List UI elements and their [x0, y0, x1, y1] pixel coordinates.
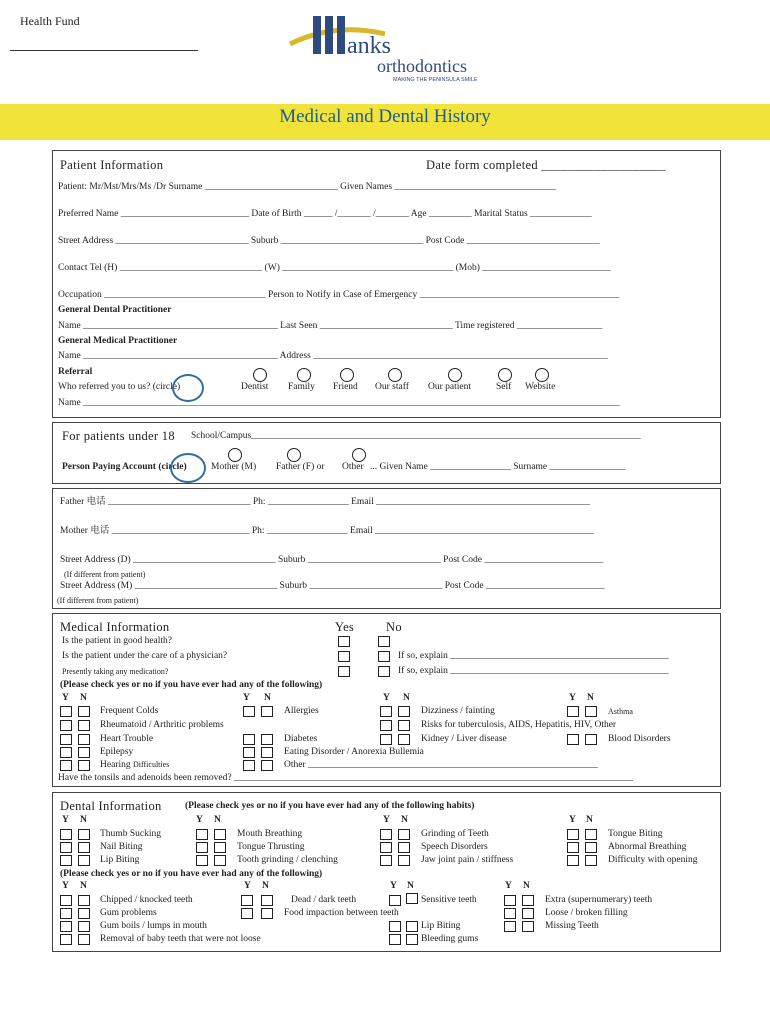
- habit-no-checkbox[interactable]: [585, 855, 597, 866]
- problem-yes-checkbox[interactable]: [504, 921, 516, 932]
- street-address-m-row[interactable]: Street Address (M) ______________________________ Suburb ____________________________ Post Code _________________________: [60, 581, 605, 591]
- yn-header-n: N: [80, 881, 87, 891]
- hanks-orthodontics-logo: [285, 14, 500, 84]
- yn-header-n: N: [214, 815, 221, 825]
- problem-chipped-teeth: Chipped / knocked teeth: [100, 895, 193, 905]
- yn-header-n: N: [262, 881, 269, 891]
- yn-header-y: Y: [196, 815, 203, 825]
- condition-kidney-liver: Kidney / Liver disease: [421, 734, 507, 744]
- referral-option-staff: Our staff: [375, 382, 409, 392]
- condition-yes-checkbox[interactable]: [380, 734, 392, 745]
- problem-yes-checkbox[interactable]: [504, 895, 516, 906]
- habit-grinding-teeth: Grinding of Teeth: [421, 829, 489, 839]
- habit-yes-checkbox[interactable]: [196, 829, 208, 840]
- yn-header-y: Y: [62, 881, 69, 891]
- q-good-health: Is the patient in good health?: [62, 636, 173, 646]
- tonsils-row[interactable]: Have the tonsils and adenoids been removed? ____________________________________________________________________________________: [58, 773, 633, 783]
- street-address-row[interactable]: Street Address ____________________________ Suburb ______________________________ Post Code ____________________________: [58, 236, 600, 246]
- q-medication: Presently taking any medication?: [62, 667, 169, 676]
- condition-allergies: Allergies: [284, 706, 319, 716]
- habit-tooth-grinding: Tooth grinding / clenching: [237, 855, 338, 865]
- problem-extra-teeth: Extra (supernumerary) teeth: [545, 895, 653, 905]
- condition-other-field[interactable]: Other _____________________________________________________________: [284, 760, 598, 770]
- school-campus-field[interactable]: School/Campus__________________________________________________________________________________: [191, 431, 641, 441]
- page-title: Medical and Dental History: [279, 106, 491, 127]
- condition-dizziness: Dizziness / fainting: [421, 706, 495, 716]
- condition-tb-risks: Risks for tuberculosis, AIDS, Hepatitis, HIV, Other: [421, 720, 617, 730]
- problem-lip-biting: Lip Biting: [421, 921, 461, 931]
- payer-mother-radio[interactable]: [228, 448, 242, 462]
- health-fund-input-line[interactable]: [10, 50, 198, 51]
- condition-yes-checkbox[interactable]: [243, 706, 255, 717]
- habit-no-checkbox[interactable]: [398, 829, 410, 840]
- habit-no-checkbox[interactable]: [214, 855, 226, 866]
- dental-heading: Dental Information: [60, 799, 162, 813]
- q-physician: Is the patient under the care of a physician?: [62, 651, 228, 661]
- circle-annotation-payer: [170, 453, 206, 483]
- habit-no-checkbox[interactable]: [78, 829, 90, 840]
- condition-yes-checkbox[interactable]: [60, 706, 72, 717]
- condition-no-checkbox[interactable]: [398, 734, 410, 745]
- physician-explain-field[interactable]: If so, explain ______________________________________________: [398, 651, 669, 661]
- yn-header-y: Y: [62, 815, 69, 825]
- problem-yes-checkbox[interactable]: [389, 934, 401, 945]
- habit-yes-checkbox[interactable]: [60, 855, 72, 866]
- different-note-d: (If different from patient): [64, 570, 146, 579]
- yn-header-y: Y: [244, 881, 251, 891]
- payer-father-radio[interactable]: [287, 448, 301, 462]
- yes-header: Yes: [335, 620, 355, 634]
- habit-yes-checkbox[interactable]: [380, 842, 392, 853]
- habit-no-checkbox[interactable]: [585, 829, 597, 840]
- habit-yes-checkbox[interactable]: [196, 855, 208, 866]
- problem-yes-checkbox[interactable]: [60, 921, 72, 932]
- contact-tel-row[interactable]: Contact Tel (H) ______________________________ (W) ____________________________________ (Mob) ___________________________: [58, 263, 611, 273]
- referral-name-row[interactable]: Name _________________________________________________________________________________________________________________: [58, 398, 620, 408]
- referral-website-radio[interactable]: [535, 368, 549, 382]
- referral-family-radio[interactable]: [297, 368, 311, 382]
- father-row[interactable]: Father 电话 ______________________________ Ph: _________________ Email _____________________________________________: [60, 497, 590, 507]
- condition-no-checkbox[interactable]: [398, 706, 410, 717]
- condition-no-checkbox[interactable]: [78, 720, 90, 731]
- condition-no-checkbox[interactable]: [585, 734, 597, 745]
- habit-abnormal-breathing: Abnormal Breathing: [608, 842, 687, 852]
- condition-no-checkbox[interactable]: [261, 747, 273, 758]
- health-fund-label: Health Fund: [20, 14, 80, 28]
- condition-yes-checkbox[interactable]: [60, 720, 72, 731]
- mother-row[interactable]: Mother 电话 _____________________________ Ph: _________________ Email ______________________________________________: [60, 526, 594, 536]
- problem-no-checkbox[interactable]: [78, 921, 90, 932]
- habit-jaw-pain: Jaw joint pain / stiffness: [421, 855, 514, 865]
- condition-no-checkbox[interactable]: [261, 760, 273, 771]
- habit-mouth-breathing: Mouth Breathing: [237, 829, 303, 839]
- payer-label: Person Paying Account (circle): [62, 462, 187, 472]
- yn-header-n: N: [401, 815, 408, 825]
- condition-yes-checkbox[interactable]: [243, 734, 255, 745]
- referral-prompt: Who referred you to us? (circle): [58, 382, 181, 392]
- condition-yes-checkbox[interactable]: [567, 734, 579, 745]
- problem-sensitive-teeth: Sensitive teeth: [421, 895, 477, 905]
- problem-no-checkbox[interactable]: [261, 895, 273, 906]
- problem-no-checkbox[interactable]: [522, 895, 534, 906]
- yn-header-n: N: [587, 693, 594, 703]
- yn-header-y: Y: [390, 881, 397, 891]
- problem-no-checkbox[interactable]: [406, 893, 418, 904]
- yn-header-n: N: [264, 693, 271, 703]
- condition-yes-checkbox[interactable]: [380, 706, 392, 717]
- condition-no-checkbox[interactable]: [585, 706, 597, 717]
- habit-lip-biting: Lip Biting: [100, 855, 140, 865]
- yn-header-y: Y: [383, 815, 390, 825]
- problem-yes-checkbox[interactable]: [241, 908, 253, 919]
- condition-yes-checkbox[interactable]: [60, 747, 72, 758]
- habit-no-checkbox[interactable]: [214, 842, 226, 853]
- no-header: No: [386, 620, 402, 634]
- condition-frequent-colds: Frequent Colds: [100, 706, 159, 716]
- referral-heading: Referral: [58, 367, 93, 377]
- problem-yes-checkbox[interactable]: [504, 908, 516, 919]
- habit-no-checkbox[interactable]: [78, 842, 90, 853]
- problem-loose-filling: Loose / broken filling: [545, 908, 628, 918]
- condition-diabetes: Diabetes: [284, 734, 318, 744]
- yn-header-n: N: [586, 815, 593, 825]
- condition-rheumatoid: Rheumatoid / Arthritic problems: [100, 720, 224, 730]
- condition-asthma: Asthma: [608, 707, 633, 716]
- logo-tagline: MAKING THE PENINSULA SMILE: [393, 77, 478, 83]
- referral-option-website: Website: [525, 382, 556, 392]
- referral-patient-radio[interactable]: [448, 368, 462, 382]
- habit-nail-biting: Nail Biting: [100, 842, 143, 852]
- payer-other-radio[interactable]: [352, 448, 366, 462]
- payer-option-father: Father (F) or: [276, 462, 325, 472]
- yn-header-n: N: [407, 881, 414, 891]
- physician-yes-checkbox[interactable]: [338, 651, 350, 662]
- yn-header-y: Y: [383, 693, 390, 703]
- habit-difficulty-opening: Difficulty with opening: [608, 855, 698, 865]
- habit-yes-checkbox[interactable]: [567, 829, 579, 840]
- problem-dead-teeth: Dead / dark teeth: [291, 895, 357, 905]
- condition-epilepsy: Epilepsy: [100, 747, 134, 757]
- patient-name-row[interactable]: Patient: Mr/Mst/Mrs/Ms /Dr Surname ____________________________ Given Names __________________________________: [58, 182, 556, 192]
- habit-yes-checkbox[interactable]: [60, 842, 72, 853]
- problem-no-checkbox[interactable]: [522, 921, 534, 932]
- condition-no-checkbox[interactable]: [398, 720, 410, 731]
- yn-header-n: N: [523, 881, 530, 891]
- habit-tongue-thrusting: Tongue Thrusting: [237, 842, 305, 852]
- habit-yes-checkbox[interactable]: [60, 829, 72, 840]
- condition-yes-checkbox[interactable]: [380, 720, 392, 731]
- referral-option-dentist: Dentist: [241, 382, 269, 392]
- habit-thumb-sucking: Thumb Sucking: [100, 829, 161, 839]
- problem-no-checkbox[interactable]: [522, 908, 534, 919]
- problem-bleeding-gums: Bleeding gums: [421, 934, 479, 944]
- referral-staff-radio[interactable]: [388, 368, 402, 382]
- problem-gum: Gum problems: [100, 908, 157, 918]
- habit-no-checkbox[interactable]: [398, 855, 410, 866]
- problem-no-checkbox[interactable]: [406, 934, 418, 945]
- problem-yes-checkbox[interactable]: [60, 908, 72, 919]
- problem-food-impaction: Food impaction between teeth: [284, 908, 399, 918]
- condition-no-checkbox[interactable]: [261, 734, 273, 745]
- logo-sub-text: orthodontics: [377, 56, 467, 76]
- gdp-heading: General Dental Practitioner: [58, 305, 172, 315]
- gmp-heading: General Medical Practitioner: [58, 336, 178, 346]
- referral-dentist-radio[interactable]: [253, 368, 267, 382]
- date-completed-field[interactable]: Date form completed ___________________: [426, 158, 666, 172]
- medication-no-checkbox[interactable]: [378, 666, 390, 677]
- habits-note: (Please check yes or no if you have ever had any of the following habits): [185, 801, 475, 811]
- habit-no-checkbox[interactable]: [398, 842, 410, 853]
- problem-gum-boils: Gum boils / lumps in mouth: [100, 921, 207, 931]
- medication-yes-checkbox[interactable]: [338, 666, 350, 677]
- gdp-row[interactable]: Name _________________________________________ Last Seen ____________________________ Time registered __________________: [58, 321, 603, 331]
- condition-blood-disorders: Blood Disorders: [608, 734, 671, 744]
- habit-yes-checkbox[interactable]: [196, 842, 208, 853]
- yn-header-y: Y: [62, 693, 69, 703]
- condition-yes-checkbox[interactable]: [60, 734, 72, 745]
- medical-check-note: (Please check yes or no if you have ever had any of the following): [60, 680, 323, 690]
- medication-explain-field[interactable]: If so, explain ______________________________________________: [398, 666, 669, 676]
- dental-check-note: (Please check yes or no if you have ever had any of the following): [60, 869, 323, 879]
- yn-header-y: Y: [569, 815, 576, 825]
- problem-yes-checkbox[interactable]: [241, 895, 253, 906]
- habit-tongue-biting: Tongue Biting: [608, 829, 663, 839]
- referral-self-radio[interactable]: [498, 368, 512, 382]
- problem-baby-teeth: Removal of baby teeth that were not loose: [100, 934, 261, 944]
- habit-no-checkbox[interactable]: [78, 855, 90, 866]
- condition-yes-checkbox[interactable]: [243, 747, 255, 758]
- condition-no-checkbox[interactable]: [78, 706, 90, 717]
- referral-option-patient: Our patient: [428, 382, 472, 392]
- yn-header-y: Y: [569, 693, 576, 703]
- street-address-d-row[interactable]: Street Address (D) ______________________________ Suburb ____________________________ Post Code _________________________: [60, 555, 604, 565]
- medical-heading: Medical Information: [60, 620, 170, 634]
- good-health-yes-checkbox[interactable]: [338, 636, 350, 647]
- under18-heading: For patients under 18: [62, 429, 175, 443]
- payer-option-mother: Mother (M): [211, 462, 257, 472]
- condition-hearing: Hearing Difficulties: [100, 760, 170, 770]
- different-note-m: (If different from patient): [57, 596, 139, 605]
- problem-missing-teeth: Missing Teeth: [545, 921, 599, 931]
- condition-no-checkbox[interactable]: [78, 760, 90, 771]
- payer-option-other: Other: [342, 462, 364, 472]
- problem-no-checkbox[interactable]: [78, 908, 90, 919]
- yn-header-n: N: [80, 815, 87, 825]
- habit-no-checkbox[interactable]: [585, 842, 597, 853]
- referral-option-friend: Friend: [333, 382, 358, 392]
- problem-no-checkbox[interactable]: [261, 908, 273, 919]
- physician-no-checkbox[interactable]: [378, 651, 390, 662]
- gmp-row[interactable]: Name _________________________________________ Address ______________________________________________________________: [58, 351, 608, 361]
- problem-no-checkbox[interactable]: [406, 921, 418, 932]
- condition-no-checkbox[interactable]: [261, 706, 273, 717]
- condition-eating-disorder: Eating Disorder / Anorexia Bullemia: [284, 747, 424, 757]
- referral-friend-radio[interactable]: [340, 368, 354, 382]
- condition-yes-checkbox[interactable]: [60, 760, 72, 771]
- patient-info-heading: Patient Information: [60, 158, 164, 172]
- preferred-name-row[interactable]: Preferred Name ___________________________ Date of Birth ______ /_______ /_______ Age _________ Marital Status _____________: [58, 209, 592, 219]
- habit-yes-checkbox[interactable]: [380, 829, 392, 840]
- habit-speech-disorders: Speech Disorders: [421, 842, 488, 852]
- yn-header-y: Y: [243, 693, 250, 703]
- payer-details-row[interactable]: ... Given Name _________________ Surname ________________: [370, 462, 626, 472]
- occupation-row[interactable]: Occupation __________________________________ Person to Notify in Case of Emergency __________________________________________: [58, 290, 620, 300]
- problem-yes-checkbox[interactable]: [389, 921, 401, 932]
- yn-header-n: N: [403, 693, 410, 703]
- condition-no-checkbox[interactable]: [78, 747, 90, 758]
- problem-yes-checkbox[interactable]: [60, 934, 72, 945]
- condition-no-checkbox[interactable]: [78, 734, 90, 745]
- problem-no-checkbox[interactable]: [78, 934, 90, 945]
- problem-yes-checkbox[interactable]: [60, 895, 72, 906]
- logo-brand-text: anks: [347, 33, 391, 59]
- good-health-no-checkbox[interactable]: [378, 636, 390, 647]
- condition-heart: Heart Trouble: [100, 734, 154, 744]
- yn-header-n: N: [80, 693, 87, 703]
- referral-option-self: Self: [496, 382, 512, 392]
- problem-yes-checkbox[interactable]: [389, 895, 401, 906]
- referral-option-family: Family: [288, 382, 315, 392]
- habit-no-checkbox[interactable]: [214, 829, 226, 840]
- condition-yes-checkbox[interactable]: [567, 706, 579, 717]
- yn-header-y: Y: [505, 881, 512, 891]
- problem-no-checkbox[interactable]: [78, 895, 90, 906]
- condition-yes-checkbox[interactable]: [243, 760, 255, 771]
- habit-yes-checkbox[interactable]: [567, 842, 579, 853]
- habit-yes-checkbox[interactable]: [567, 855, 579, 866]
- habit-yes-checkbox[interactable]: [380, 855, 392, 866]
